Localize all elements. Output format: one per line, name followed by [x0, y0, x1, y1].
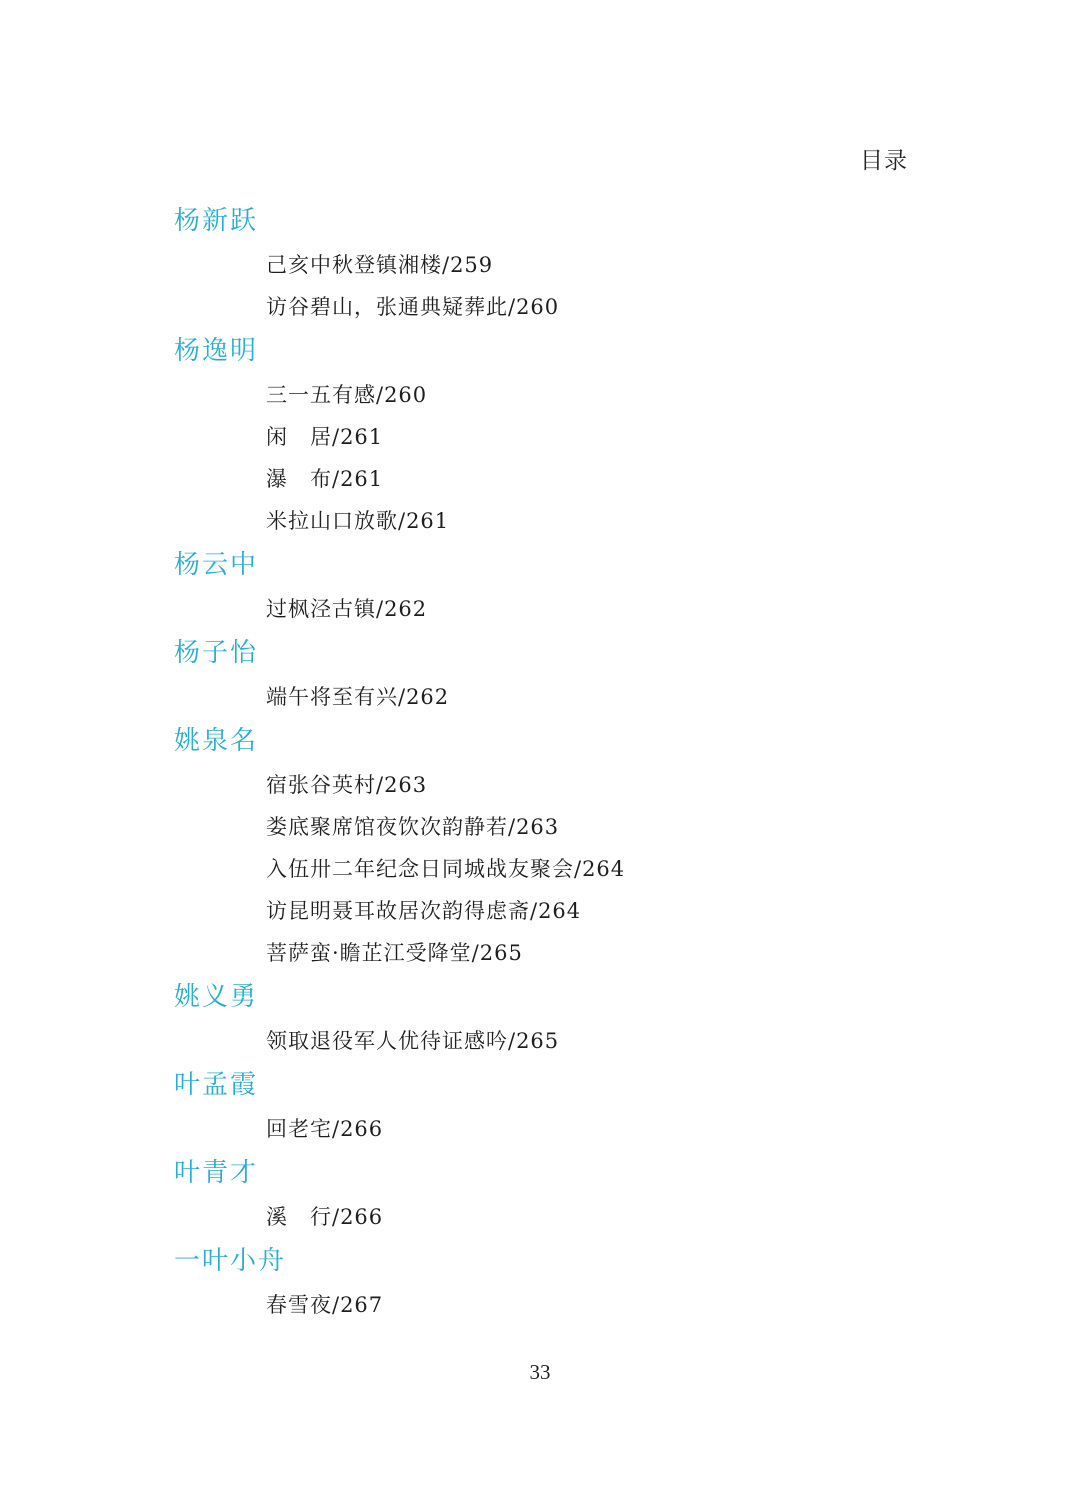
author-name: 一叶小舟 — [174, 1246, 287, 1276]
toc-entry[interactable]: 宿张谷英村/263 — [266, 773, 428, 797]
toc-group — [0, 328, 1080, 542]
toc-entry[interactable]: 瀑 布/261 — [266, 467, 384, 491]
toc-entry[interactable]: 端午将至有兴/262 — [266, 685, 450, 709]
author-name: 叶青才 — [174, 1158, 259, 1188]
table-of-contents — [0, 198, 1080, 1326]
page-number: 33 — [529, 1360, 551, 1384]
author-name: 杨子怡 — [174, 638, 259, 668]
author-name: 叶孟霞 — [174, 1070, 259, 1100]
toc-entry[interactable]: 访昆明聂耳故居次韵得虑斋/264 — [266, 899, 582, 923]
author-name: 姚泉名 — [174, 726, 259, 756]
toc-entry[interactable]: 溪 行/266 — [266, 1205, 384, 1229]
toc-group — [0, 542, 1080, 630]
toc-entry[interactable]: 入伍卅二年纪念日同城战友聚会/264 — [266, 857, 626, 881]
toc-entry[interactable]: 菩萨蛮·瞻芷江受降堂/265 — [266, 941, 523, 965]
toc-entry[interactable]: 春雪夜/267 — [266, 1293, 384, 1317]
section-header: 目录 — [860, 148, 908, 174]
toc-group — [0, 718, 1080, 974]
author-name: 杨云中 — [174, 550, 259, 580]
toc-entry[interactable]: 回老宅/266 — [266, 1117, 384, 1141]
toc-group — [0, 974, 1080, 1062]
toc-group — [0, 1150, 1080, 1238]
toc-group — [0, 1238, 1080, 1326]
toc-group — [0, 630, 1080, 718]
author-name: 杨新跃 — [174, 206, 259, 236]
toc-entry[interactable]: 米拉山口放歌/261 — [266, 509, 450, 533]
author-name: 杨逸明 — [174, 336, 259, 366]
toc-entry[interactable]: 娄底聚席馆夜饮次韵静若/263 — [266, 815, 560, 839]
toc-entry[interactable]: 领取退役军人优待证感吟/265 — [266, 1029, 560, 1053]
toc-entry[interactable]: 过枫泾古镇/262 — [266, 597, 428, 621]
toc-entry[interactable]: 己亥中秋登镇湘楼/259 — [266, 253, 494, 277]
toc-entry[interactable]: 闲 居/261 — [266, 425, 384, 449]
toc-entry[interactable]: 访谷碧山，张通典疑葬此/260 — [266, 295, 560, 319]
toc-group — [0, 198, 1080, 328]
toc-group — [0, 1062, 1080, 1150]
toc-entry[interactable]: 三一五有感/260 — [266, 383, 428, 407]
author-name: 姚义勇 — [174, 982, 259, 1012]
